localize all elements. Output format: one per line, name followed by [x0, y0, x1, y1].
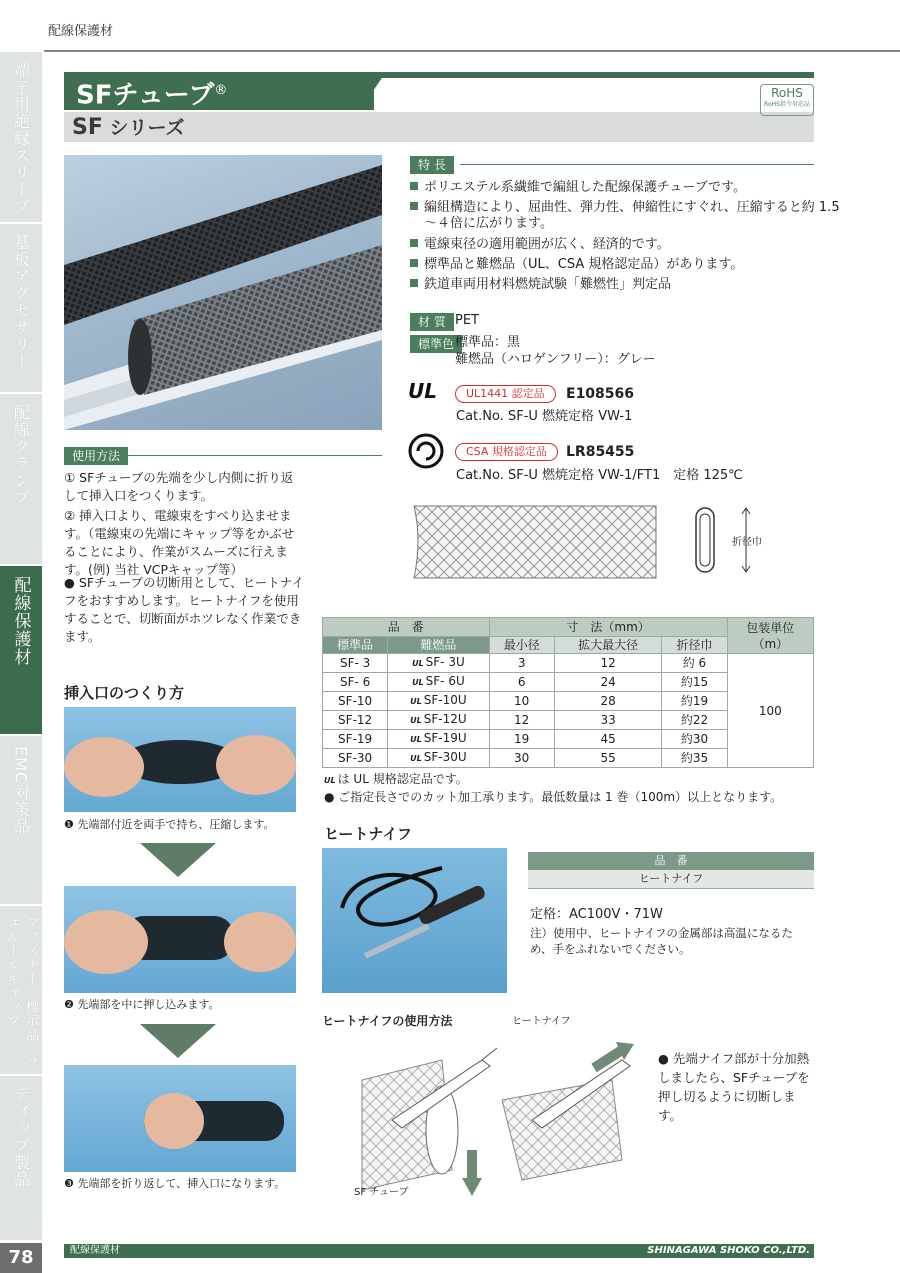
col-min: 最小径 — [489, 637, 554, 654]
knife-table-header: 品 番 — [528, 852, 814, 870]
heat-knife-instruction: ● 先端ナイフ部が十分加熱しましたら、SFチューブを押し切るように切断します。 — [658, 1051, 810, 1123]
col-pack: 包装単位 （m） — [727, 618, 813, 654]
heat-knife-note: 注）使用中、ヒートナイフの金属部は高温になるため、手をふれないでください。 — [530, 926, 793, 956]
csa-code: LR85455 — [566, 444, 635, 460]
col-fold: 折径巾 — [662, 637, 727, 654]
product-photo — [64, 155, 382, 430]
csa-note: Cat.No. SF-U 燃焼定格 VW-1/FT1 定格 125℃ — [456, 468, 743, 483]
side-tab-fastener[interactable]: ファスナー／標示品／フェルールキャップ — [0, 906, 42, 1076]
step-arrow-icon — [140, 843, 216, 877]
material-value: PET — [455, 313, 479, 328]
page-number: 78 — [0, 1243, 42, 1273]
table-row: SF-10 UL SF-10U 10 28 約19 — [323, 692, 814, 711]
color-standard: 標準品：黒 — [455, 335, 521, 350]
product-title: SFチューブ® — [64, 72, 374, 110]
feature-item: ポリエステル系繊維で編組した配線保護チューブです。 — [410, 178, 746, 197]
col-std: 標準品 — [323, 637, 388, 654]
fold-width-label: 折径巾 — [732, 537, 762, 548]
side-tab-terminal-sleeve[interactable]: 端子用絶縁スリーブ — [0, 52, 42, 224]
knife-table-value: ヒートナイフ — [528, 870, 814, 889]
col-dim: 寸 法（mm） — [489, 618, 727, 637]
color-tag: 標準色 — [410, 335, 462, 353]
table-note-cut: ● ご指定長さでのカット加工承ります。最低数量は 1 巻（100m）以上となります。 — [324, 790, 783, 804]
howto-caption-3: ❸ 先端部を折り返して、挿入口になります。 — [64, 1177, 286, 1190]
howto-photo-1 — [64, 707, 296, 812]
feature-item: 標準品と難燃品（UL、CSA 規格認定品）があります。 — [410, 255, 743, 274]
side-tabs — [0, 52, 42, 1240]
usage-step-2: ② 挿入口より、電線束をすべり込ませます。（電線束の先端にキャップ等をかぶせることにより、作業がスムーズに行えます。(例) 当社 VCPキャップ等） — [64, 508, 295, 577]
label-heat-knife: ヒートナイフ — [512, 1016, 571, 1027]
heat-knife-rating: 定格：AC100V・71W — [530, 907, 663, 922]
table-row: SF-30 UL SF-30U 30 55 約35 — [323, 749, 814, 768]
tube-diagram — [408, 500, 768, 594]
feature-item-cont: 〜４倍に広がります。 — [424, 216, 553, 231]
howto-photo-3 — [64, 1065, 296, 1172]
howto-title: 挿入口のつくり方 — [64, 684, 185, 702]
csa-logo-icon — [408, 433, 444, 473]
ul-code: E108566 — [566, 386, 635, 402]
side-tab-dip[interactable]: ディップ製品 — [0, 1076, 42, 1242]
header-category: 配線保護材 — [48, 24, 114, 39]
ul-logo-icon: UL — [408, 379, 437, 403]
howto-caption-2: ❷ 先端部を中に押し込みます。 — [64, 998, 220, 1011]
series-label: SF シリーズ — [72, 115, 185, 140]
howto-caption-1: ❶ 先端部付近を両手で持ち、圧縮します。 — [64, 818, 275, 831]
rohs-logo: RoHS RoHS指令対応品 — [760, 84, 814, 116]
features-tag: 特 長 — [410, 156, 454, 174]
col-flame: 難燃品 — [388, 637, 489, 654]
footer-category: 配線保護材 — [70, 1245, 120, 1256]
side-tab-emc[interactable]: EMC対策品 — [0, 736, 42, 906]
label-sf-tube: SF チューブ — [354, 1187, 409, 1198]
feature-item: 電線束径の適用範囲が広く、経済的です。 — [410, 235, 670, 254]
table-row: SF- 6 UL SF- 6U 6 24 約15 — [323, 673, 814, 692]
table-note-ul: UL は UL 規格認定品です。 — [324, 772, 468, 786]
col-part: 品 番 — [323, 618, 490, 637]
header-rule — [44, 50, 900, 52]
ul-note: Cat.No. SF-U 燃焼定格 VW-1 — [456, 409, 633, 424]
col-max: 拡大最大径 — [554, 637, 662, 654]
heat-knife-usage-title: ヒートナイフの使用方法 — [322, 1014, 453, 1028]
color-flame: 難燃品（ハロゲンフリー）：グレー — [455, 352, 656, 367]
heat-knife-photo — [322, 848, 507, 993]
feature-item: 鉄道車両用材料燃焼試験「難燃性」判定品 — [410, 275, 671, 294]
feature-item: 編組構造により、屈曲性、弾力性、伸縮性にすぐれ、圧縮すると約 1.5 — [410, 198, 840, 217]
side-tab-wiring-protection[interactable]: 配線保護材 — [0, 566, 42, 736]
heat-knife-table — [528, 852, 814, 889]
side-tab-board-accessory[interactable]: 基板アクセサリー — [0, 224, 42, 394]
csa-badge: CSA 規格認定品 — [455, 443, 558, 461]
material-tag: 材 質 — [410, 313, 454, 331]
pack-value: 100 — [727, 654, 813, 768]
usage-tag: 使用方法 — [64, 447, 128, 465]
ul-badge: UL1441 認定品 — [455, 385, 556, 403]
step-arrow-icon — [140, 1024, 216, 1058]
table-row: SF- 3 UL SF- 3U 3 12 約 6 100 — [323, 654, 814, 673]
table-row: SF-19 UL SF-19U 19 45 約30 — [323, 730, 814, 749]
heat-knife-title: ヒートナイフ — [324, 825, 412, 843]
side-tab-wiring-clamp[interactable]: 配線クランプ — [0, 394, 42, 566]
howto-photo-2 — [64, 886, 296, 993]
usage-tip: ● SFチューブの切断用として、ヒートナイフをおすすめします。ヒートナイフを使用することで、切断面がホツレなく作業できます。 — [64, 575, 304, 644]
usage-step-1: ① SFチューブの先端を少し内側に折り返して挿入口をつくります。 — [64, 470, 294, 503]
table-row: SF-12 UL SF-12U 12 33 約22 — [323, 711, 814, 730]
footer-company: SHINAGAWA SHOKO CO.,LTD. — [647, 1245, 810, 1256]
heat-knife-diagram — [322, 1020, 652, 1204]
spec-table — [322, 617, 814, 768]
